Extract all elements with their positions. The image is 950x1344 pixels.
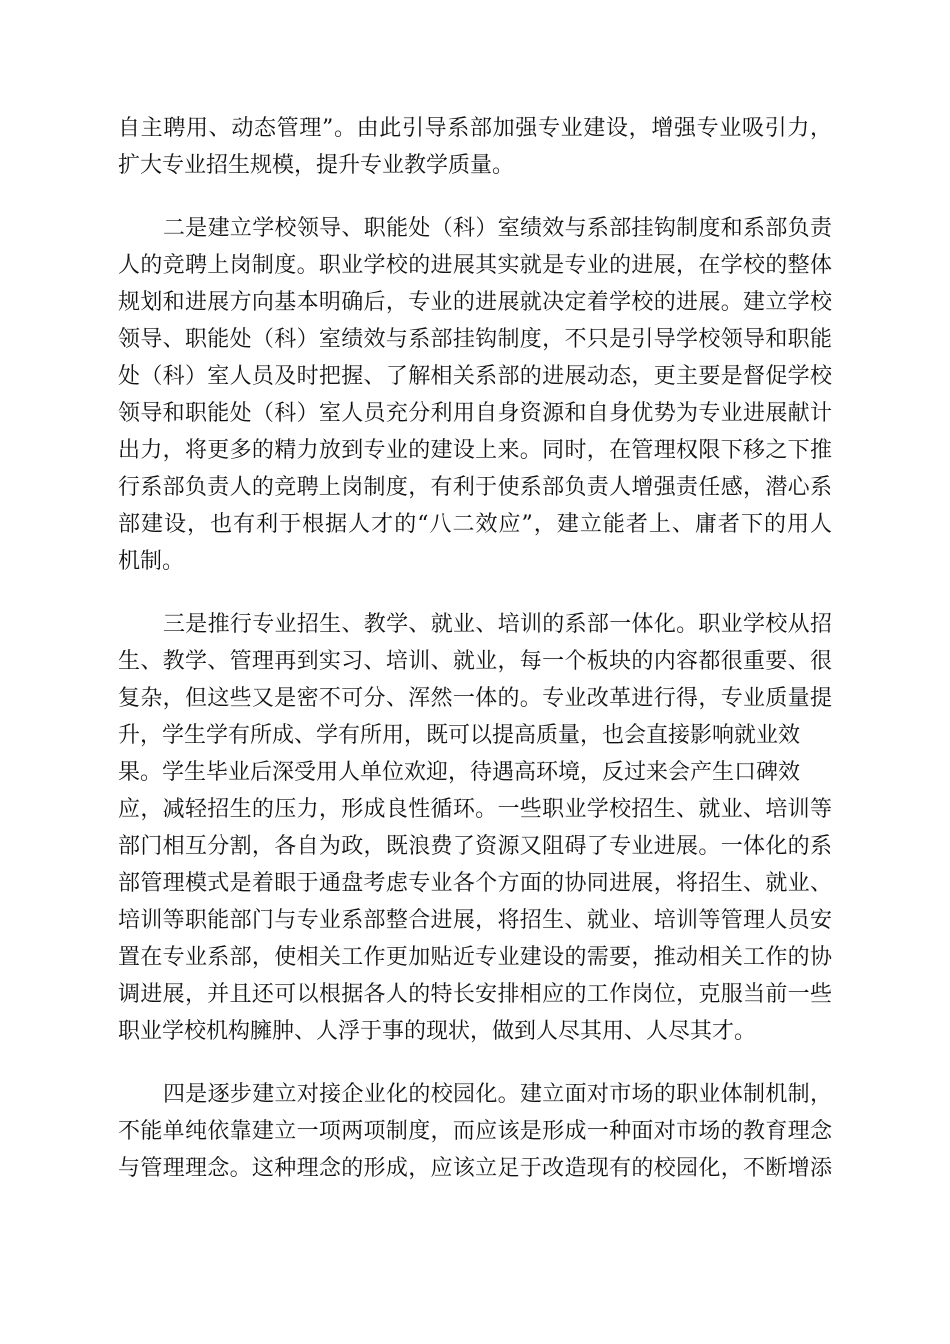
- text-line: 培训等职能部门与专业系部整合进展，将招生、就业、培训等管理人员安: [118, 908, 832, 933]
- paragraph-2: [118, 210, 832, 580]
- text-line: 调进展，并且还可以根据各人的特长安排相应的工作岗位，克服当前一些: [118, 982, 832, 1007]
- text-line: 处（科）室人员及时把握、了解相关系部的进展动态，更主要是督促学校: [118, 364, 832, 389]
- text-line: 机制。: [118, 549, 185, 574]
- text-line: 领导、职能处（科）室绩效与系部挂钩制度，不只是引导学校领导和职能: [118, 327, 832, 352]
- text-line: 职业学校机构臃肿、人浮于事的现状，做到人尽其用、人尽其才。: [118, 1019, 757, 1044]
- text-line: 领导和职能处（科）室人员充分利用自身资源和自身优势为专业进展献计: [118, 401, 832, 426]
- paragraph-3: [118, 606, 832, 1050]
- text-line: 人的竞聘上岗制度。职业学校的进展其实就是专业的进展，在学校的整体: [118, 253, 832, 278]
- text-line: 规划和进展方向基本明确后，专业的进展就决定着学校的进展。建立学校: [118, 290, 832, 315]
- text-line: 三是推行专业招生、教学、就业、培训的系部一体化。职业学校从招: [163, 612, 832, 637]
- text-line: 生、教学、管理再到实习、培训、就业，每一个板块的内容都很重要、很: [118, 649, 832, 674]
- text-line: 不能单纯依靠建立一项两项制度，而应该是形成一种面对市场的教育理念: [118, 1119, 832, 1144]
- text-line: 扩大专业招生规模，提升专业教学质量。: [118, 153, 515, 178]
- text-line: 复杂，但这些又是密不可分、浑然一体的。专业改革进行得，专业质量提: [118, 686, 832, 711]
- text-line: 部建设，也有利于根据人才的“八二效应”，建立能者上、庸者下的用人: [118, 512, 832, 537]
- text-line: 部门相互分割，各自为政，既浪费了资源又阻碍了专业进展。一体化的系: [118, 834, 832, 859]
- text-line: 四是逐步建立对接企业化的校园化。建立面对市场的职业体制机制，: [163, 1082, 832, 1107]
- paragraph-4: [118, 1076, 832, 1187]
- text-line: 果。学生毕业后深受用人单位欢迎，待遇高环境，反过来会产生口碑效: [118, 760, 801, 785]
- text-line: 升，学生学有所成、学有所用，既可以提高质量，也会直接影响就业效: [118, 723, 801, 748]
- text-line: 二是建立学校领导、职能处（科）室绩效与系部挂钩制度和系部负责: [163, 216, 832, 241]
- text-line: 部管理模式是着眼于通盘考虑专业各个方面的协同进展，将招生、就业、: [118, 871, 832, 896]
- text-line: 出力，将更多的精力放到专业的建设上来。同时，在管理权限下移之下推: [118, 438, 832, 463]
- text-line: 自主聘用、动态管理”。由此引导系部加强专业建设，增强专业吸引力，: [118, 116, 832, 141]
- text-line: 与管理理念。这种理念的形成，应该立足于改造现有的校园化，不断增添: [118, 1156, 832, 1181]
- text-line: 应，减轻招生的压力，形成良性循环。一些职业学校招生、就业、培训等: [118, 797, 832, 822]
- document-body: [118, 110, 832, 1187]
- text-line: 行系部负责人的竞聘上岗制度，有利于使系部负责人增强责任感，潜心系: [118, 475, 832, 500]
- paragraph-1: [118, 110, 832, 184]
- text-line: 置在专业系部，使相关工作更加贴近专业建设的需要，推动相关工作的协: [118, 945, 832, 970]
